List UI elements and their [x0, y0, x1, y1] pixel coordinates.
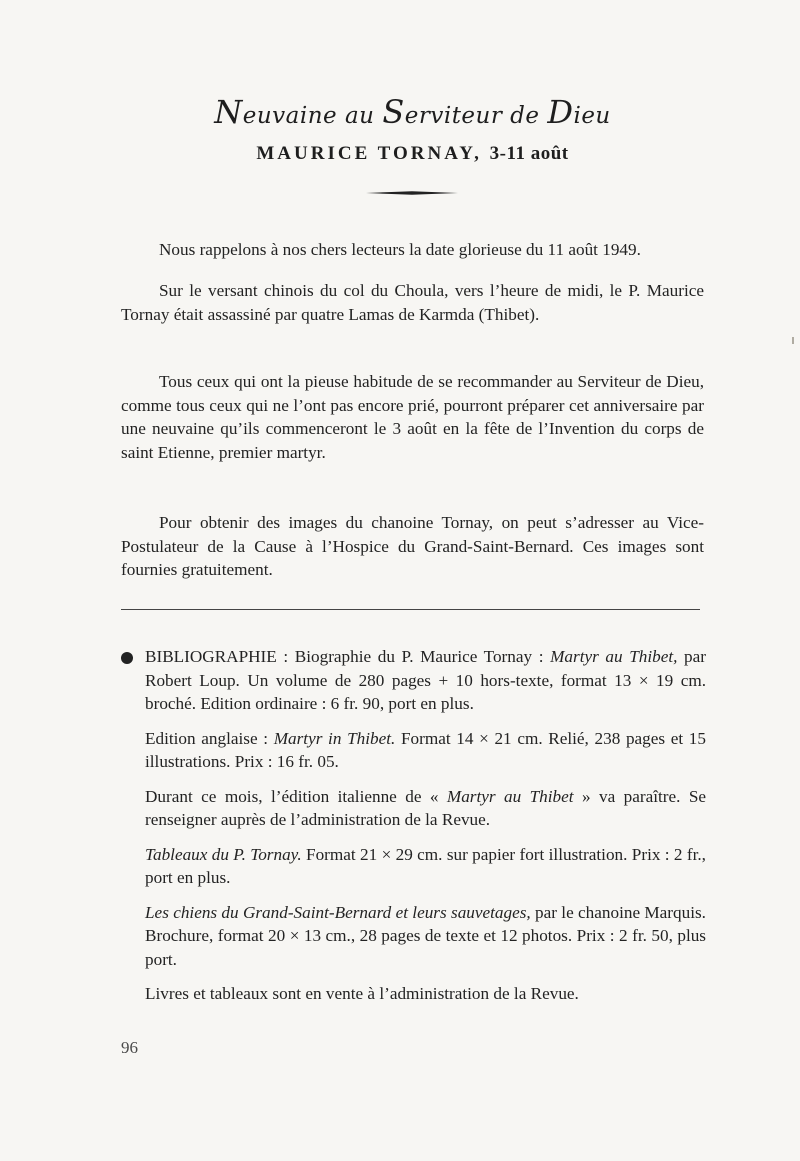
- intro-paragraph-4: Pour obtenir des images du chanoine Tornay, on peut s’adresser au Vice-Postulateur de la Cause à l’Hospice du Grand-Saint-Bernard. Ces images sont fournies gratuitement.: [121, 513, 704, 579]
- b3-book-title: Martyr au Thibet: [446, 786, 574, 806]
- title-initial-n: N: [214, 93, 243, 131]
- b2-text-b: Format 14 × 21 cm. Relié, 238 pages et 15 illustrations. Prix : 16 fr. 05.: [145, 728, 706, 771]
- bibliography-section: [121, 645, 706, 1017]
- subtitle-date: 3-11 août: [489, 143, 569, 164]
- b1-text-b: par Robert Loup. Un volume de 280 pages + 10 hors-texte, format 13 × 19 cm. broché. Edition ordinaire : 6 fr. 90, port en plus.: [145, 647, 706, 713]
- b3-text-a: Durant ce mois, l’édition italienne de «: [145, 786, 447, 806]
- page-subtitle: [0, 143, 800, 165]
- title-word-dieu: ieu: [573, 103, 611, 129]
- b4-text-b: Format 21 × 29 cm. sur papier fort illustration. Prix : 2 fr., port en plus.: [145, 844, 706, 887]
- bibliography-entry-4: [145, 843, 706, 890]
- b2-book-title: Martyr in Thibet.: [273, 728, 396, 748]
- page-number: 96: [121, 1038, 138, 1057]
- intro-paragraph-2: Sur le versant chinois du col du Choula, vers l’heure de midi, le P. Maurice Tornay était assassiné par quatre Lamas de Karmda (Thibet).: [121, 281, 704, 324]
- title-word-serviteur: erviteur de: [404, 103, 540, 129]
- page-edge-mark: [792, 337, 794, 344]
- bibliography-entry-5: [145, 901, 706, 972]
- intro-paragraph-3: Tous ceux qui ont la pieuse habitude de se recommander au Serviteur de Dieu, comme tous ceux qui ne l’ont pas encore prié, pourront préparer cet anniversaire par une neuvaine qu’ils commenceront le 3 août en la fête de l’Invention du corps de saint Etienne, premier martyr.: [121, 372, 704, 462]
- title-word-neuvaine: euvaine au: [242, 103, 375, 129]
- intro-paragraph-1: Nous rappelons à nos chers lecteurs la date glorieuse du 11 août 1949.: [159, 240, 641, 259]
- title-initial-d: D: [547, 93, 574, 131]
- bibliography-entry-3: [145, 785, 706, 832]
- b1-text-a: BIBLIOGRAPHIE : Biographie du P. Maurice Tornay :: [145, 647, 551, 666]
- page-title: [0, 93, 800, 131]
- title-initial-s: S: [382, 93, 405, 131]
- title-ornament-rule: [366, 191, 458, 195]
- b5-book-title: Les chiens du Grand-Saint-Bernard et leurs sauvetages,: [145, 902, 531, 922]
- b2-text-a: Edition anglaise :: [145, 728, 274, 748]
- b1-book-title: Martyr au Thibet,: [550, 647, 678, 666]
- b3-text-b: » va paraître. Se renseigner auprès de l’administration de la Revue.: [145, 786, 707, 829]
- bullet-icon: [121, 652, 133, 664]
- subtitle-name: MAURICE TORNAY,: [256, 143, 482, 164]
- section-divider: [121, 609, 700, 610]
- b4-item-title: Tableaux du P. Tornay.: [145, 844, 302, 864]
- bibliography-entry-6: Livres et tableaux sont en vente à l’administration de la Revue.: [145, 984, 579, 1003]
- b5-text-b: par le chanoine Marquis. Brochure, format 20 × 13 cm., 28 pages de texte et 12 photos. Prix : 2 fr. 50, plus port.: [145, 902, 706, 969]
- bibliography-entry-2: [145, 727, 706, 774]
- bibliography-entry-1: [145, 645, 706, 716]
